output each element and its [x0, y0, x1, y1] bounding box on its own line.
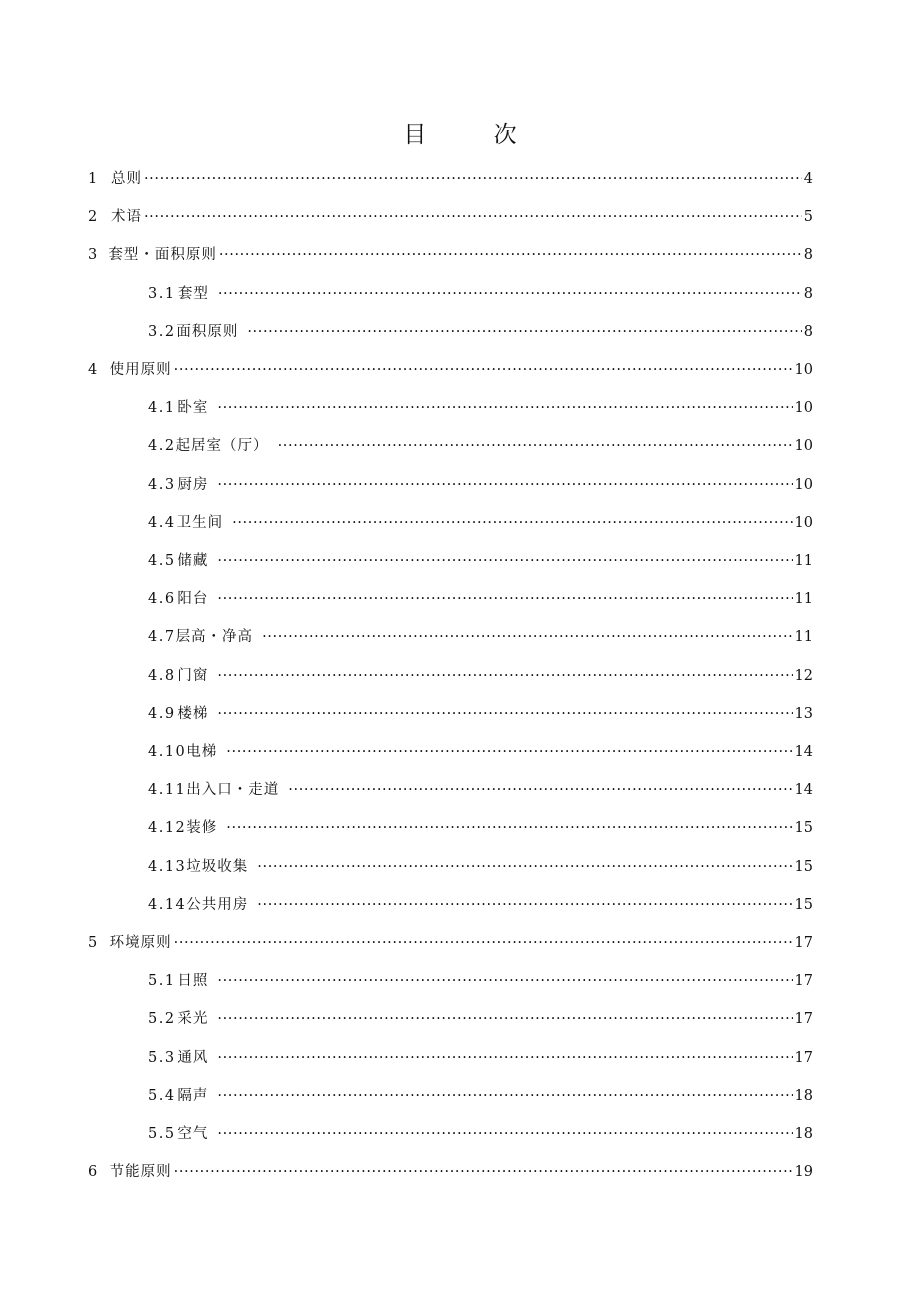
toc-entry-number: 4.7	[148, 629, 176, 645]
dot-leader	[217, 549, 792, 573]
toc-entry-page: 15	[794, 897, 813, 913]
toc-entry-title: 总则	[110, 171, 142, 187]
toc-entry-title: 节能原则	[109, 1164, 172, 1180]
toc-entry-page: 10	[794, 438, 813, 454]
toc-entry[interactable]	[148, 702, 813, 726]
toc-entry[interactable]	[148, 396, 813, 420]
toc-entry-title: 起居室（厅）	[175, 438, 269, 454]
dot-leader	[262, 625, 792, 649]
toc-entry[interactable]	[148, 969, 813, 993]
toc-entry-page: 17	[794, 973, 813, 989]
dot-leader	[226, 740, 792, 764]
toc-entry-title: 装修	[186, 820, 218, 836]
dot-leader	[226, 816, 792, 840]
dot-leader	[217, 1122, 792, 1146]
toc-entry-page: 10	[794, 400, 813, 416]
toc-entry-title: 术语	[110, 209, 142, 225]
toc-entry[interactable]	[88, 243, 813, 267]
toc-entry[interactable]	[148, 855, 813, 879]
toc-entry-page: 4	[803, 171, 813, 187]
toc-entry-page: 8	[803, 247, 813, 263]
toc-entry-number: 1	[88, 171, 98, 187]
toc-entry-page: 11	[794, 553, 813, 569]
dot-leader	[174, 358, 793, 382]
toc-entry-number: 3.2	[148, 324, 176, 340]
toc-entry-number: 4.11	[148, 782, 187, 798]
toc-entry-title: 厨房	[177, 477, 209, 493]
toc-entry-page: 18	[794, 1126, 813, 1142]
toc-entry-title: 公共用房	[186, 897, 249, 913]
dot-leader	[257, 855, 792, 879]
toc-entry-number: 5.2	[148, 1011, 176, 1027]
toc-entry-number: 4.3	[148, 477, 176, 493]
toc-entry-number: 4.6	[148, 591, 176, 607]
toc-entry-page: 10	[794, 515, 813, 531]
toc-entry[interactable]	[88, 358, 813, 382]
toc-entry-number: 4.1	[148, 400, 176, 416]
toc-entry-number: 3	[88, 247, 98, 263]
dot-leader	[174, 1160, 793, 1184]
toc-entry-page: 14	[794, 744, 813, 760]
toc-entry-title: 面积原则	[176, 324, 239, 340]
toc-entry-page: 11	[794, 591, 813, 607]
toc-entry-number: 6	[88, 1164, 98, 1180]
toc-entry-page: 14	[794, 782, 813, 798]
dot-leader	[288, 778, 792, 802]
dot-leader	[257, 893, 792, 917]
toc-entry[interactable]	[148, 625, 813, 649]
toc-entry-page: 15	[794, 859, 813, 875]
toc-entry-title: 出入口・走道	[186, 782, 280, 798]
toc-entry[interactable]	[148, 434, 813, 458]
toc-entry-page: 15	[794, 820, 813, 836]
toc-entry-number: 5	[88, 935, 98, 951]
dot-leader	[217, 969, 792, 993]
toc-entry-title: 通风	[177, 1050, 209, 1066]
toc-entry-number: 4.2	[148, 438, 176, 454]
toc-entry-number: 4.12	[148, 820, 187, 836]
dot-leader	[217, 587, 792, 611]
toc-entry[interactable]	[148, 282, 813, 306]
toc-entry[interactable]	[88, 1160, 813, 1184]
toc-entry[interactable]	[148, 1007, 813, 1031]
toc-entry-title: 使用原则	[109, 362, 172, 378]
dot-leader	[217, 473, 792, 497]
dot-leader	[174, 931, 793, 955]
toc-entry-title: 空气	[177, 1126, 209, 1142]
dot-leader	[278, 434, 793, 458]
toc-entry-title: 储藏	[177, 553, 209, 569]
dot-leader	[219, 243, 802, 267]
dot-leader	[232, 511, 792, 535]
toc-entry-page: 5	[803, 209, 813, 225]
toc-entry[interactable]	[148, 320, 813, 344]
toc-entry-number: 4.10	[148, 744, 187, 760]
toc-entry-title: 垃圾收集	[186, 859, 249, 875]
toc-entry-page: 8	[803, 286, 813, 302]
toc-entry-number: 2	[88, 209, 98, 225]
toc-entry-title: 卧室	[177, 400, 209, 416]
toc-entry[interactable]	[148, 778, 813, 802]
toc-entry-page: 18	[794, 1088, 813, 1104]
dot-leader	[217, 396, 792, 420]
page-title: 目 次	[403, 122, 547, 148]
toc-entry[interactable]	[88, 205, 813, 229]
toc-entry[interactable]	[148, 664, 813, 688]
toc-entry-number: 4	[88, 362, 98, 378]
toc-entry[interactable]	[148, 1122, 813, 1146]
toc-entry-number: 5.3	[148, 1050, 176, 1066]
toc-entry-title: 电梯	[186, 744, 218, 760]
dot-leader	[247, 320, 801, 344]
toc-entry-title: 层高・净高	[175, 629, 254, 645]
toc-entry[interactable]	[148, 587, 813, 611]
toc-entry-page: 19	[794, 1164, 813, 1180]
toc-entry-number: 4.13	[148, 859, 187, 875]
toc-entry-number: 4.9	[148, 706, 176, 722]
dot-leader	[217, 702, 792, 726]
toc-entry-number: 5.1	[148, 973, 176, 989]
toc-entry-title: 套型	[177, 286, 209, 302]
toc-entry-page: 11	[794, 629, 813, 645]
toc-entry-number: 5.5	[148, 1126, 176, 1142]
toc-entry-title: 楼梯	[177, 706, 209, 722]
toc-entry-page: 17	[794, 935, 813, 951]
toc-entry[interactable]	[148, 549, 813, 573]
dot-leader	[144, 167, 802, 191]
toc-entry-title: 阳台	[177, 591, 209, 607]
dot-leader	[217, 1007, 792, 1031]
toc-entry[interactable]	[148, 740, 813, 764]
dot-leader	[144, 205, 802, 229]
dot-leader	[217, 664, 792, 688]
toc-entry-number: 4.4	[148, 515, 176, 531]
toc-entry-page: 13	[794, 706, 813, 722]
toc-entry[interactable]	[148, 816, 813, 840]
toc-entry-page: 8	[803, 324, 813, 340]
toc-entry-page: 17	[794, 1011, 813, 1027]
toc-entry-number: 4.5	[148, 553, 176, 569]
toc-entry-title: 门窗	[177, 668, 209, 684]
toc-entry-title: 环境原则	[109, 935, 172, 951]
toc-entry-title: 采光	[177, 1011, 209, 1027]
toc-entry[interactable]	[88, 167, 813, 191]
toc-entry-page: 10	[794, 477, 813, 493]
dot-leader	[218, 282, 802, 306]
toc-entry-page: 17	[794, 1050, 813, 1066]
toc-entry-title: 卫生间	[176, 515, 224, 531]
toc-entry-number: 3.1	[148, 286, 176, 302]
toc-entry-title: 日照	[177, 973, 209, 989]
toc-entry-page: 10	[794, 362, 813, 378]
dot-leader	[217, 1084, 792, 1108]
toc-entry-number: 5.4	[148, 1088, 176, 1104]
toc-entry-number: 4.14	[148, 897, 187, 913]
toc-entry[interactable]	[148, 511, 813, 535]
toc-entry[interactable]	[148, 1046, 813, 1070]
toc-entry-number: 4.8	[148, 668, 176, 684]
toc-entry[interactable]	[148, 473, 813, 497]
toc-entry-title: 隔声	[177, 1088, 209, 1104]
dot-leader	[217, 1046, 792, 1070]
toc-entry[interactable]	[88, 931, 813, 955]
toc-entry[interactable]	[148, 1084, 813, 1108]
toc-entry-title: 套型・面积原则	[108, 247, 217, 263]
toc-entry-page: 12	[794, 668, 813, 684]
toc-entry[interactable]	[148, 893, 813, 917]
